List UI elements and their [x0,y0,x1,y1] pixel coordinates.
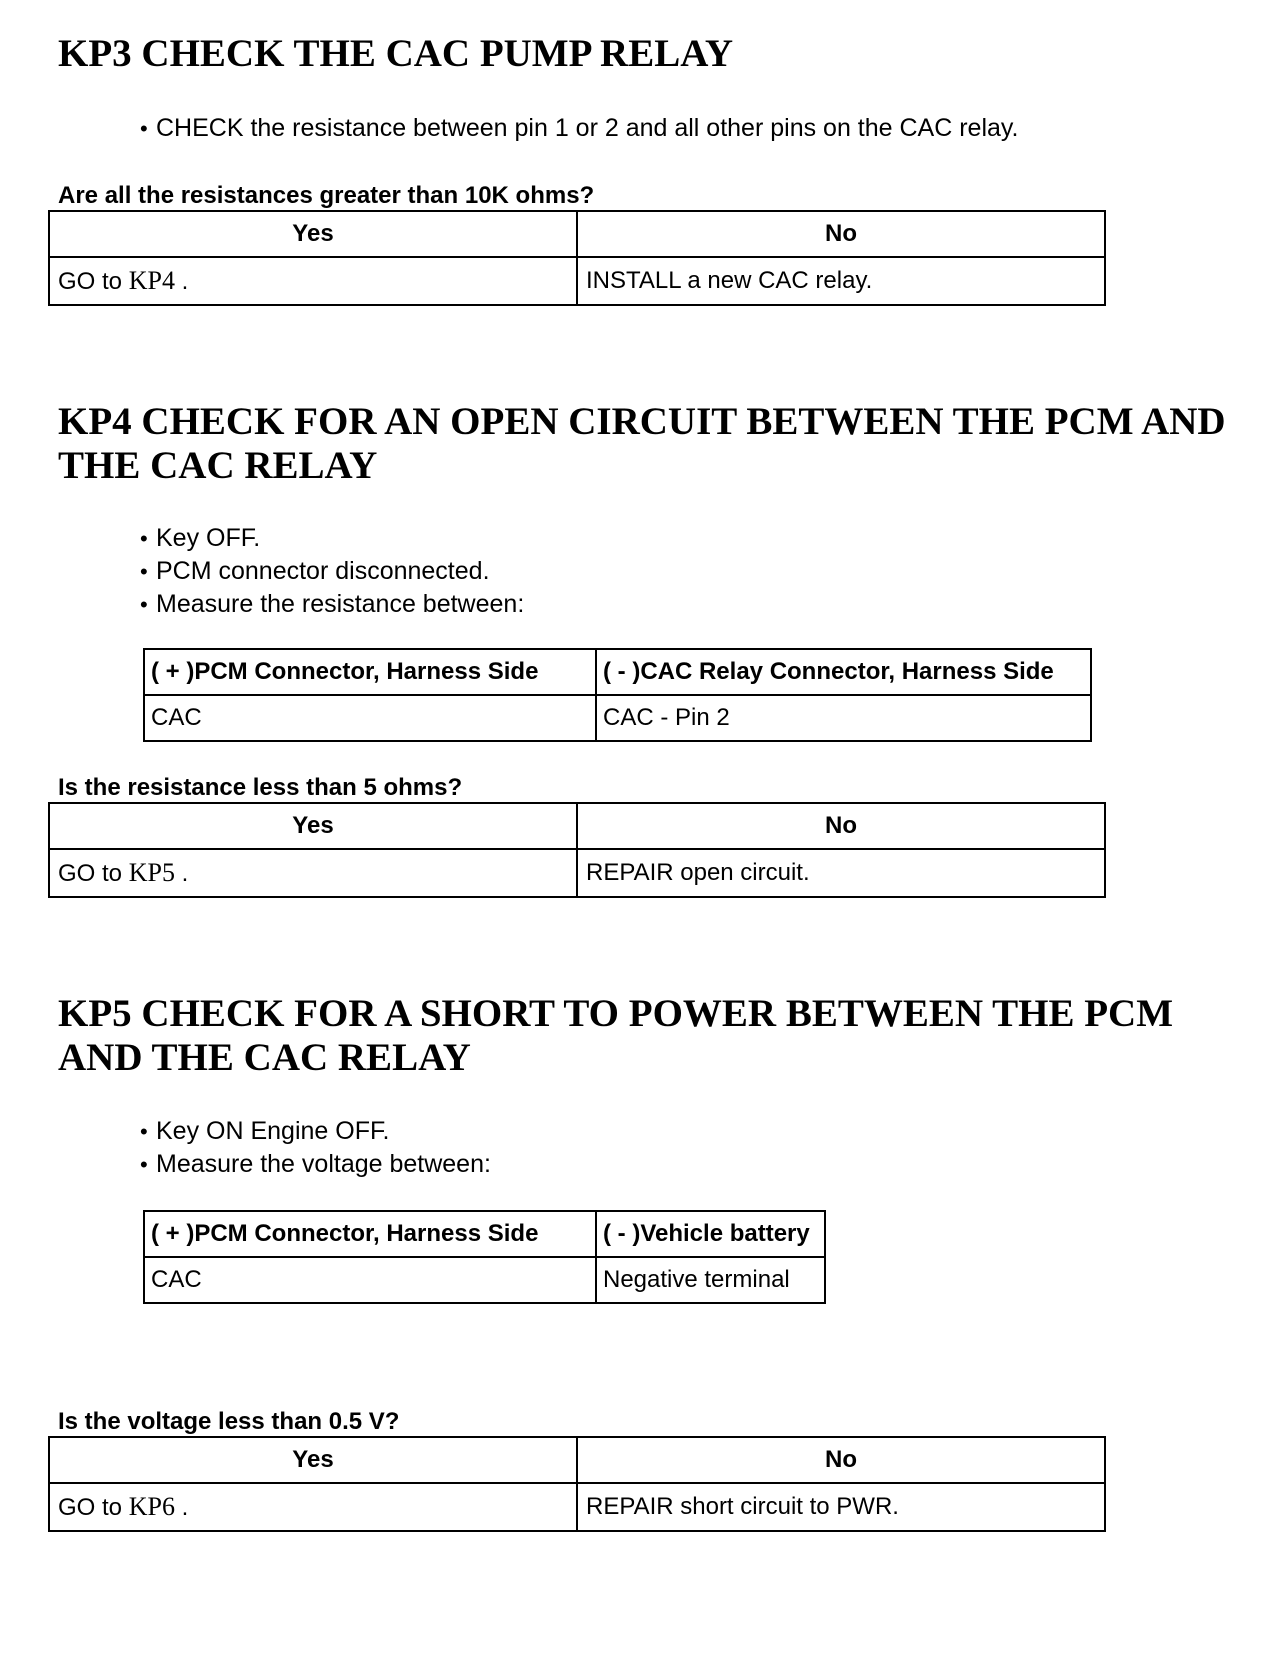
kp5-bullet-list [140,1115,491,1181]
pin-cell-negative: Negative terminal [596,1257,825,1303]
kp4-link[interactable]: KP4 [128,266,175,295]
no-action: REPAIR open circuit. [577,849,1105,897]
kp5-heading: KP5 CHECK FOR A SHORT TO POWER BETWEEN THE PCM AND THE CAC RELAY [58,992,1174,1079]
kp3-bullet-list [140,112,1019,145]
kp3-yes-no-table [48,210,1106,306]
kp3-heading: KP3 CHECK THE CAC PUMP RELAY [58,32,733,75]
bullet-item: • Measure the voltage between: [140,1148,491,1181]
bullet-item: • Key ON Engine OFF. [140,1115,491,1148]
kp3-question: Are all the resistances greater than 10K ohms? [58,182,595,209]
pin-cell-positive: CAC [144,695,596,741]
pin-header-negative: ( - )Vehicle battery [596,1211,825,1257]
no-header: No [577,803,1105,849]
bullet-item: • Key OFF. [140,522,524,555]
yes-action: GO to KP6 . [49,1483,577,1531]
no-action: REPAIR short circuit to PWR. [577,1483,1105,1531]
kp5-question: Is the voltage less than 0.5 V? [58,1408,400,1435]
pin-cell-negative: CAC - Pin 2 [596,695,1091,741]
bullet-icon: • [140,526,148,551]
kp4-heading: KP4 CHECK FOR AN OPEN CIRCUIT BETWEEN THE PCM AND THE CAC RELAY [58,400,1226,487]
pin-cell-positive: CAC [144,1257,596,1303]
kp4-pin-table [143,648,1092,742]
pin-header-negative: ( - )CAC Relay Connector, Harness Side [596,649,1091,695]
bullet-item: • Measure the resistance between: [140,588,524,621]
no-action: INSTALL a new CAC relay. [577,257,1105,305]
no-header: No [577,211,1105,257]
kp5-yes-no-table [48,1436,1106,1532]
kp4-question: Is the resistance less than 5 ohms? [58,774,463,801]
kp5-link[interactable]: KP5 [128,858,175,887]
bullet-icon: • [140,559,148,584]
bullet-icon: • [140,1152,148,1177]
yes-action: GO to KP4 . [49,257,577,305]
bullet-icon: • [140,116,148,141]
bullet-icon: • [140,1119,148,1144]
pin-header-positive: ( + )PCM Connector, Harness Side [144,1211,596,1257]
bullet-item: • PCM connector disconnected. [140,555,524,588]
yes-header: Yes [49,803,577,849]
yes-header: Yes [49,211,577,257]
bullet-item: • CHECK the resistance between pin 1 or 2 and all other pins on the CAC relay. [140,112,1019,145]
yes-action: GO to KP5 . [49,849,577,897]
kp6-link[interactable]: KP6 [128,1492,175,1521]
yes-header: Yes [49,1437,577,1483]
bullet-icon: • [140,592,148,617]
kp4-yes-no-table [48,802,1106,898]
pin-header-positive: ( + )PCM Connector, Harness Side [144,649,596,695]
kp4-bullet-list [140,522,524,621]
no-header: No [577,1437,1105,1483]
kp5-pin-table [143,1210,826,1304]
